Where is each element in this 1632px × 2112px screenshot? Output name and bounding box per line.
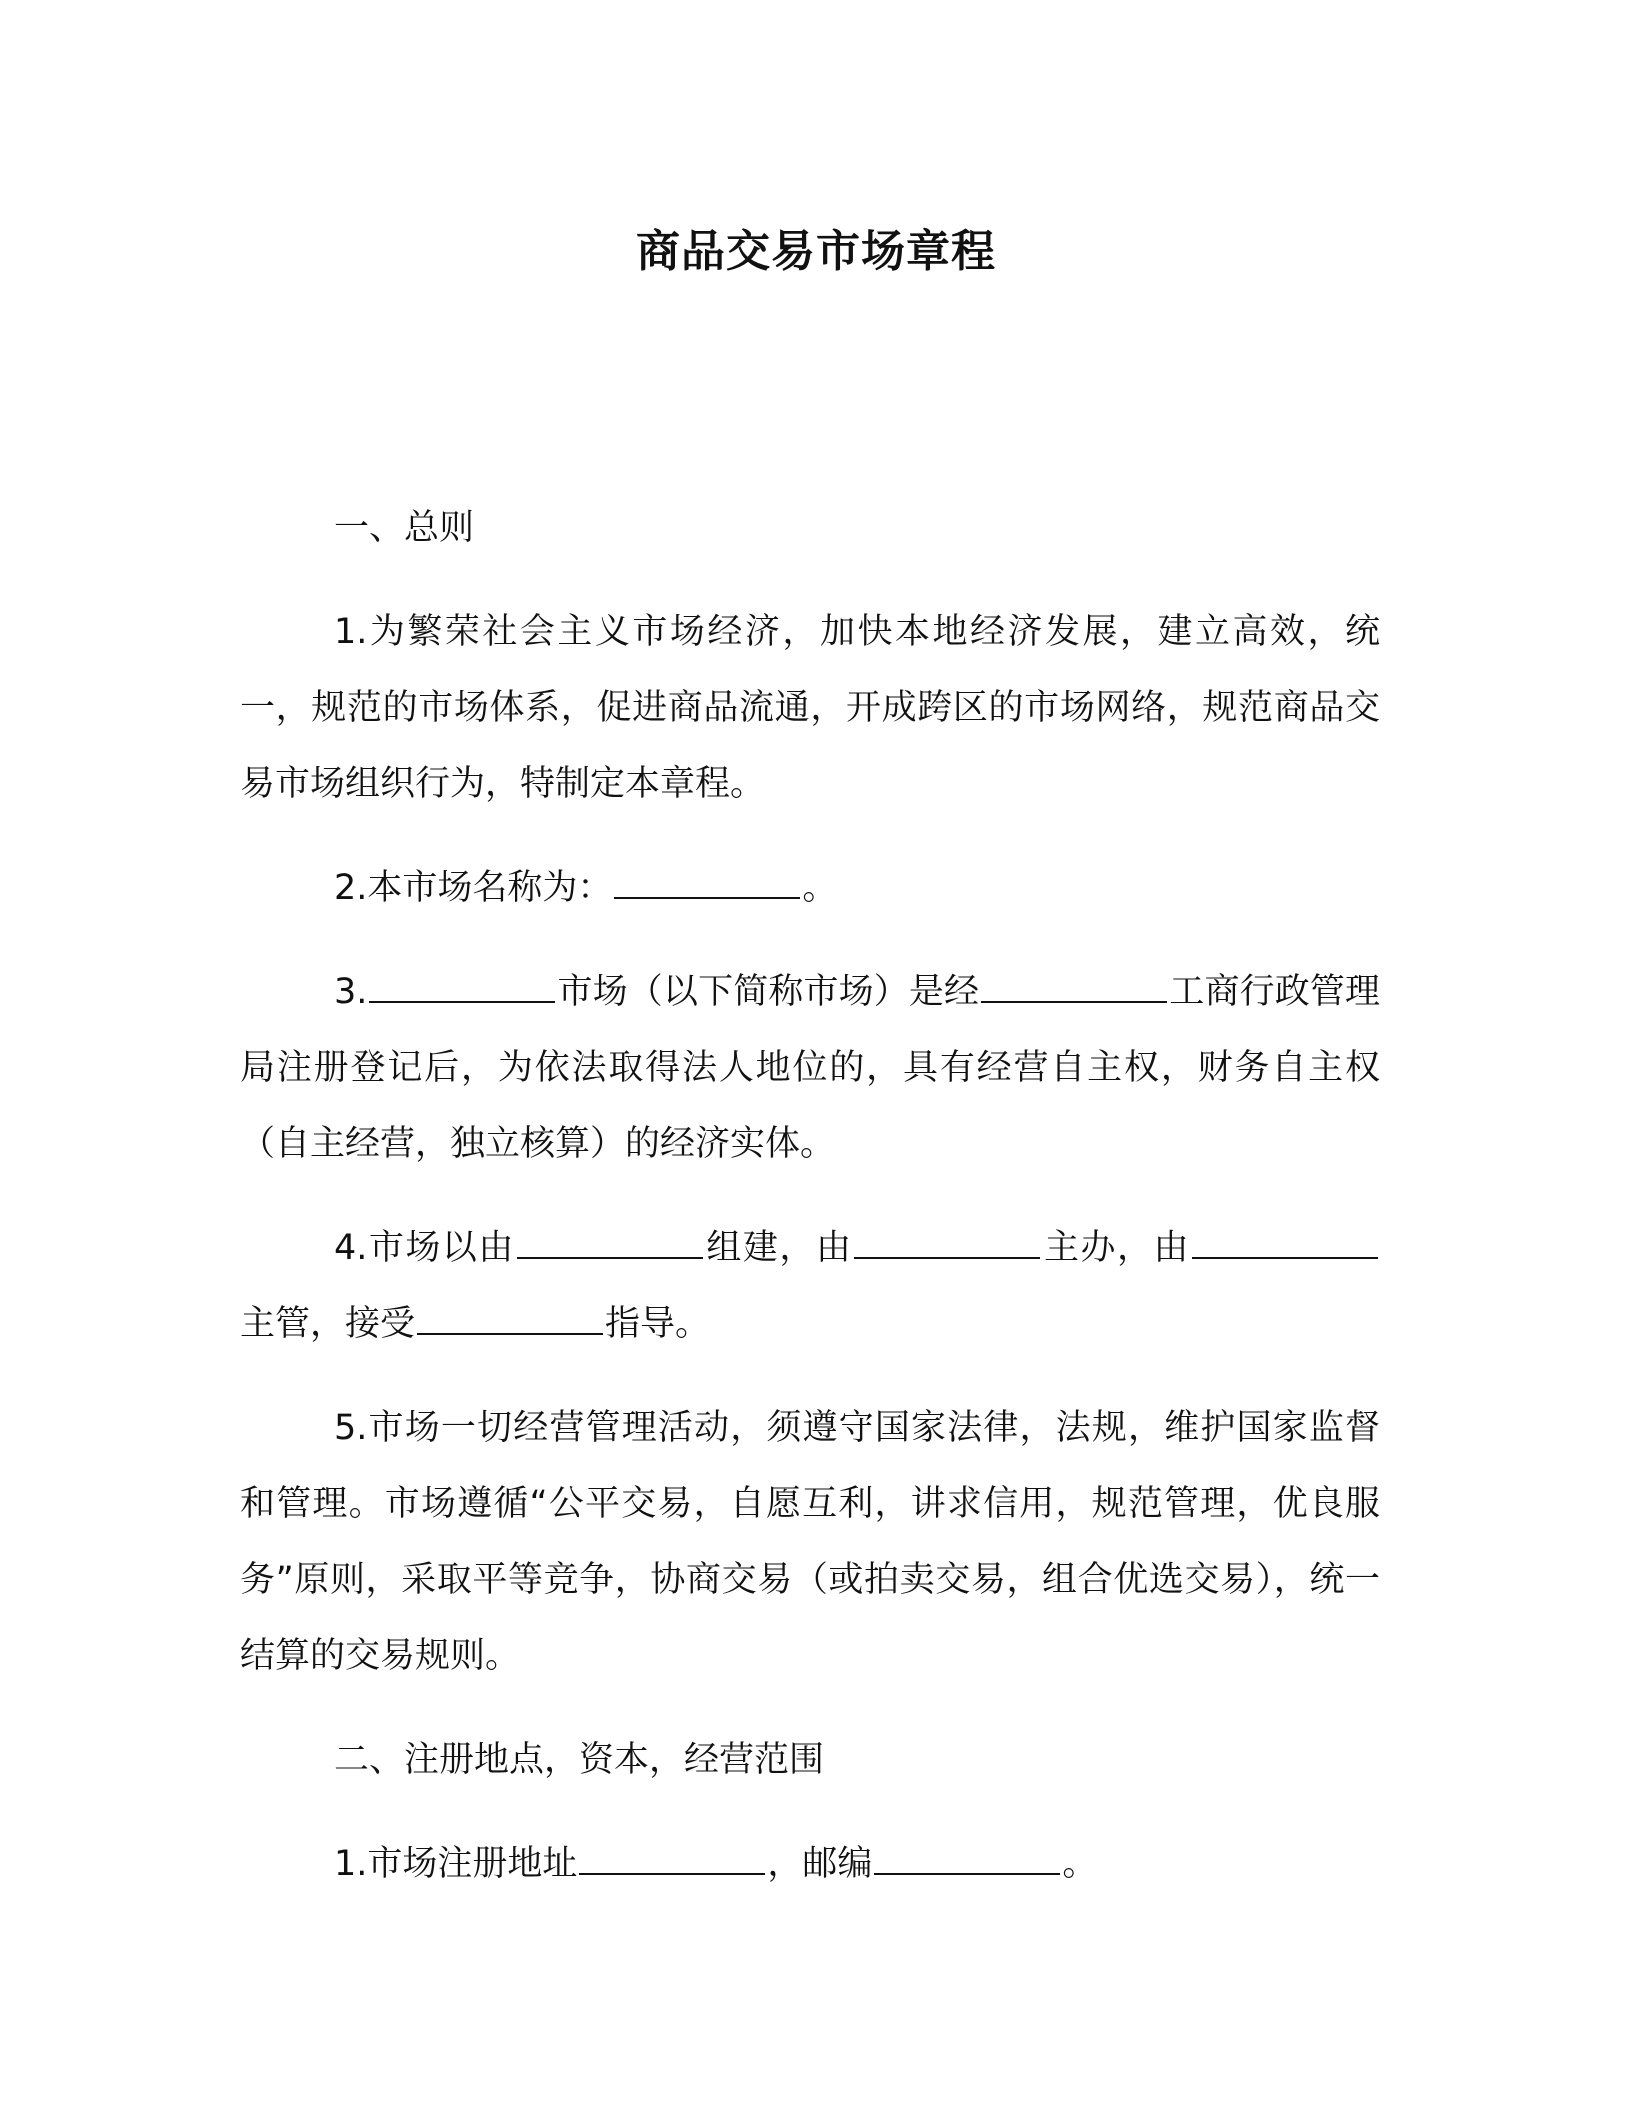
fill-blank [874, 1839, 1060, 1875]
fill-blank [614, 863, 800, 899]
fill-blank [854, 1223, 1040, 1259]
fill-blank [981, 967, 1167, 1003]
section-heading-registration: 二、注册地点，资本，经营范围 [334, 1740, 825, 1780]
fill-blank [1192, 1223, 1378, 1259]
clause-1-2: 2.本市场名称为： 。 [240, 850, 1380, 926]
fill-blank [579, 1839, 765, 1875]
clause-2-1: 1.市场注册地址 ，邮编 。 [240, 1826, 1380, 1902]
document-title: 商品交易市场章程 [636, 226, 996, 277]
fill-blank [517, 1223, 703, 1259]
clause-1-1: 1.为繁荣社会主义市场经济，加快本地经济发展，建立高效，统一，规范的市场体系，促进商品流通，开成跨区的市场网络，规范商品交易市场组织行为，特制定本章程。 [240, 612, 1380, 804]
clause-1-3: 3. 市场（以下简称市场）是经 工商行政管理局注册登记后，为依法取得法人地位的，具有经营自主权，财务自主权（自主经营，独立核算）的经济实体。 [240, 954, 1380, 1182]
clause-1-5: 5.市场一切经营管理活动，须遵守国家法律，法规，维护国家监督和管理。市场遵循“公平交易，自愿互利，讲求信用，规范管理，优良服务”原则，采取平等竞争，协商交易（或拍卖交易，组合优选交易），统一结算的交易规则。 [240, 1408, 1380, 1676]
section-heading-general: 一、总则 [334, 508, 475, 548]
fill-blank [417, 1299, 603, 1335]
fill-blank [369, 967, 555, 1003]
document-body [240, 490, 1380, 1930]
clause-1-4: 4.市场以由 组建，由 主办，由主管，接受 指导。 [240, 1210, 1380, 1362]
